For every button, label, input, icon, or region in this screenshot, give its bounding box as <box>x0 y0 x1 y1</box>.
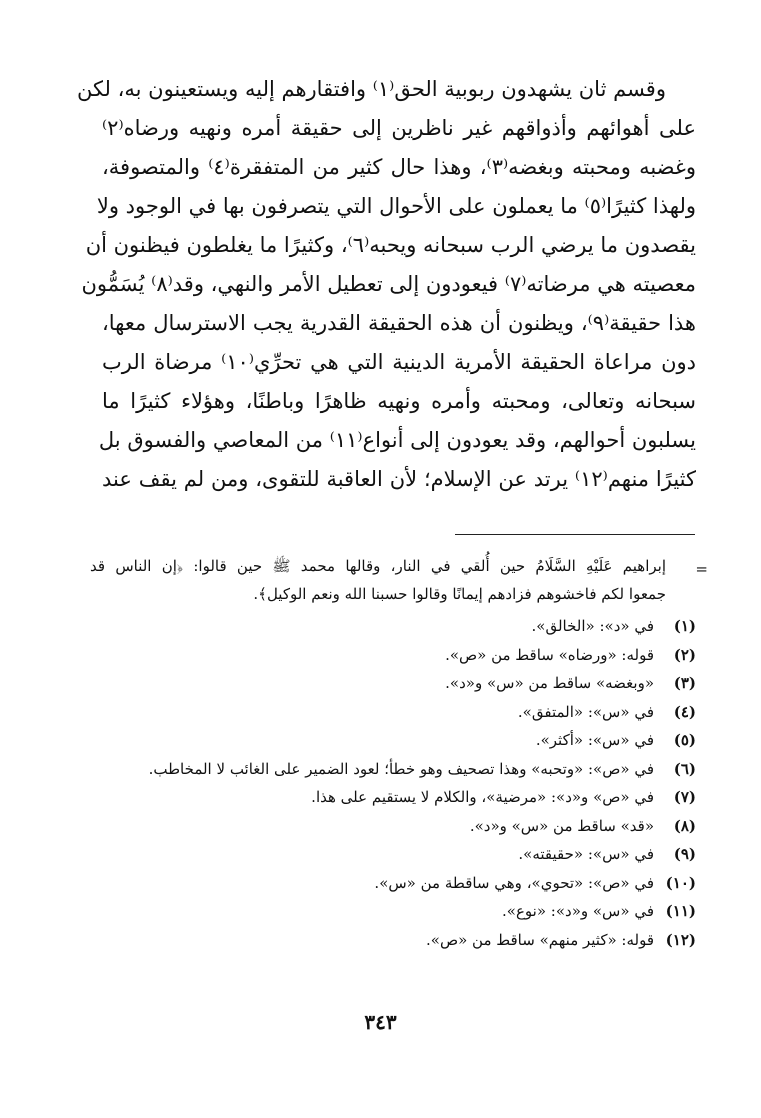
footnote-item <box>90 812 696 841</box>
main-text-line: سبحانه وتعالى، ومحبته وأمره ونهيه ظاهرًا وباطنًا، وهؤلاء كثيرًا ما <box>102 389 696 413</box>
footnote-number: (١) <box>673 617 696 635</box>
footnote-text: في «س»: «المتفق». <box>517 702 654 721</box>
footnote-item <box>90 612 696 641</box>
main-text-line: هذا حقيقة⁽٩⁾، ويظنون أن هذه الحقيقة القدرية يجب الاسترسال معها، <box>102 311 697 335</box>
footnote-item <box>90 840 696 869</box>
footnote-number: (٧) <box>673 788 696 806</box>
footnote-text: في «س»: «حقيقته». <box>518 845 654 863</box>
footnote-text: «قد» ساقط من «س» و«د». <box>469 816 654 835</box>
main-text-line: يسلبون أحوالهم، وقد يعودون إلى أنواع⁽١١⁾ من المعاصي والفسوق بل <box>98 428 696 452</box>
footnote-number: (٤) <box>673 702 696 721</box>
footnote-text: في «س»: «أكثر». <box>535 731 654 749</box>
footnote-item <box>90 726 696 755</box>
footnote-number: (٢) <box>673 645 696 664</box>
footnotes-block <box>90 552 708 954</box>
footnote-number: (١٠) <box>665 873 696 892</box>
footnote-item <box>90 869 696 898</box>
main-text-line: معصيته هي مرضاته⁽٧⁾ فيعودون إلى تعطيل الأمر والنهي، وقد⁽٨⁾ يُسَمُّون <box>81 272 696 296</box>
footnote-number: (١٢) <box>665 930 696 949</box>
footnote-list <box>90 612 696 954</box>
footnote-item <box>90 755 696 784</box>
footnote-text: في «س» و«د»: «نوع». <box>502 902 654 920</box>
footnote-text: قوله: «ورضاه» ساقط من «ص». <box>445 645 654 664</box>
main-text-line: على أهوائهم وأذواقهم غير ناظرين إلى حقيقة أمره ونهيه ورضاه⁽٢⁾ <box>102 116 696 140</box>
main-text-line: كثيرًا منهم⁽١٢⁾ يرتد عن الإسلام؛ لأن العاقبة للتقوى، ومن لم يقف عند <box>102 467 696 491</box>
main-text-block <box>76 70 697 499</box>
continuation-marker: = <box>695 560 708 578</box>
footnote-text: في «ص»: «تحوي»، وهي ساقطة من «س». <box>374 873 654 892</box>
footnote-text: «وبغضه» ساقط من «س» و«د». <box>445 674 654 692</box>
footnote-text: في «ص»: «وتحبه» وهذا تصحيف وهو خطأ؛ لعود الضمير على الغائب لا المخاطب. <box>148 759 654 778</box>
main-text-line: وقسم ثان يشهدون ربوبية الحق⁽١⁾ وافتقارهم إليه ويستعينون به، لكن <box>76 77 666 101</box>
footnote-item <box>90 926 696 955</box>
footnote-number: (٨) <box>673 816 696 835</box>
footnote-separator <box>455 534 695 535</box>
footnote-item <box>90 783 696 812</box>
page-number: ٣٤٣ <box>364 1010 397 1034</box>
footnote-number: (٦) <box>673 759 696 778</box>
footnote-item <box>90 698 696 727</box>
footnote-item <box>90 897 696 926</box>
footnote-item <box>90 641 696 670</box>
footnote-number: (٣) <box>673 674 696 692</box>
footnote-continuation-line: جمعوا لكم فاخشوهم فزادهم إيمانًا وقالوا حسبنا الله ونعم الوكيل﴾. <box>253 585 666 603</box>
footnote-number: (٩) <box>673 845 696 863</box>
main-text-line: دون مراعاة الحقيقة الأمرية الدينية التي هي تحرِّي⁽١٠⁾ مرضاة الرب <box>102 350 696 374</box>
footnote-text: قوله: «كثير منهم» ساقط من «ص». <box>426 930 654 949</box>
footnote-number: (٥) <box>673 731 696 749</box>
footnote-text: في «ص» و«د»: «مرضية»، والكلام لا يستقيم على هذا. <box>311 788 654 806</box>
footnote-number: (١١) <box>665 902 696 920</box>
footnote-continuation-line: إبراهيم عَلَيْهِ السَّلَامُ حين أُلقي في النار، وقالها محمد ﷺ حين قالوا: ﴿إن الناس قد <box>90 557 666 575</box>
main-text-line: يقصدون ما يرضي الرب سبحانه ويحبه⁽٦⁾، وكثيرًا ما يغلطون فيظنون أن <box>85 233 696 257</box>
footnote-item <box>90 669 696 698</box>
main-text-line: وغضبه ومحبته وبغضه⁽٣⁾، وهذا حال كثير من المتفقرة⁽٤⁾ والمتصوفة، <box>102 155 697 179</box>
footnote-text: في «د»: «الخالق». <box>531 617 654 635</box>
main-text-line: ولهذا كثيرًا⁽٥⁾ ما يعملون على الأحوال التي يتصرفون بها في الوجود ولا <box>96 194 696 218</box>
